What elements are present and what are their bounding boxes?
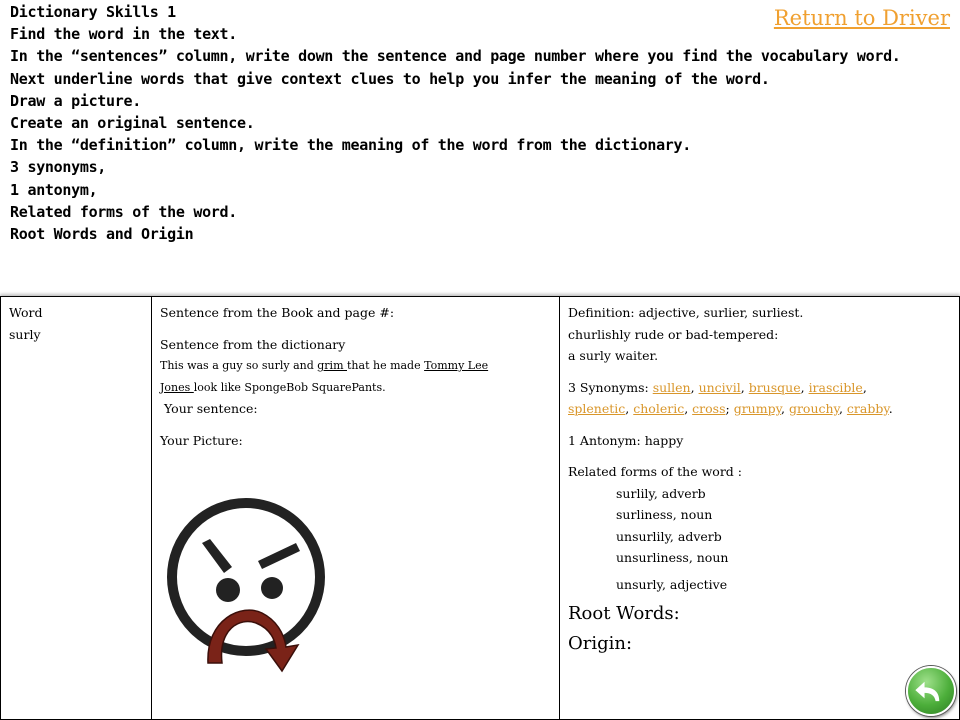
instruction-title: Dictionary Skills 1	[10, 3, 176, 21]
related-form: unsurliness, noun	[616, 550, 729, 565]
return-to-driver-link[interactable]: Return to Driver	[773, 6, 950, 30]
context-clue-grim: grim	[317, 359, 347, 372]
instruction-line: Create an original sentence.	[10, 114, 255, 133]
angry-face-icon	[166, 477, 326, 677]
instruction-line: Find the word in the text.	[10, 25, 238, 44]
back-button[interactable]	[906, 666, 956, 716]
word-heading: Word	[9, 305, 43, 320]
synonym-link[interactable]: brusque	[748, 379, 801, 395]
meaning-text: churlishly rude or bad-tempered:	[568, 326, 779, 342]
instruction-line: Draw a picture.	[10, 91, 141, 110]
example-text: a surly waiter.	[568, 348, 659, 363]
instruction-line: Root Words and Origin	[10, 225, 194, 244]
related-form: surlily, adverb	[616, 485, 706, 501]
synonyms-list: 3 Synonyms: sullen, uncivil, brusque, irascible, splenetic, choleric, cross; grumpy, grouchy, crabby.	[568, 379, 893, 416]
antonym-text: 1 Antonym: happy	[568, 432, 684, 448]
synonym-link[interactable]: splenetic	[568, 401, 626, 416]
context-clue-jones: Jones	[160, 380, 194, 394]
dictionary-sentence: This was a guy so surly and grim that he made Tommy Lee Jones look like SpongeBob SquarePants.	[160, 359, 489, 394]
instructions	[10, 1, 950, 245]
synonym-link[interactable]: irascible	[808, 379, 863, 395]
instruction-line: Related forms of the word.	[10, 202, 238, 221]
synonym-link[interactable]: choleric	[633, 401, 685, 416]
instruction-line: In the “definition” column, write the meaning of the word from the dictionary.	[10, 136, 692, 155]
your-picture-label: Your Picture:	[160, 432, 243, 448]
synonym-link[interactable]: uncivil	[698, 379, 741, 395]
word-column	[1, 297, 152, 719]
related-form: surliness, noun	[616, 507, 713, 522]
synonym-link[interactable]: grouchy	[788, 401, 839, 416]
context-clue-tommy-lee: Tommy Lee	[424, 359, 489, 372]
related-forms-heading: Related forms of the word :	[568, 464, 742, 479]
synonym-link[interactable]: grumpy	[733, 401, 781, 416]
instruction-line: 1 antonym,	[10, 180, 98, 199]
origin-label: Origin:	[568, 633, 633, 654]
synonym-link[interactable]: cross	[692, 401, 726, 416]
vocabulary-table	[0, 296, 960, 720]
definition-column	[560, 297, 959, 719]
sentence-column	[152, 297, 560, 719]
synonym-link[interactable]: crabby	[846, 401, 889, 416]
root-words-label: Root Words:	[568, 603, 680, 624]
synonym-link[interactable]: sullen	[652, 379, 691, 395]
instruction-line: 3 synonyms,	[10, 158, 107, 177]
vocabulary-word: surly	[9, 326, 41, 342]
instruction-line: Next underline words that give context clues to help you infer the meaning of the word.	[10, 69, 770, 88]
related-form: unsurlily, adverb	[616, 528, 722, 544]
book-sentence-heading: Sentence from the Book and page #:	[160, 305, 395, 320]
back-arrow-icon	[908, 668, 954, 714]
definition-text: Definition: adjective, surlier, surliest.	[568, 305, 804, 320]
related-form: unsurly, adjective	[616, 576, 728, 592]
your-sentence-label: Your sentence:	[164, 401, 258, 416]
instruction-line: In the “sentences” column, write down the sentence and page number where you find the vocabulary word.	[10, 47, 901, 66]
dictionary-sentence-heading: Sentence from the dictionary	[160, 336, 346, 352]
